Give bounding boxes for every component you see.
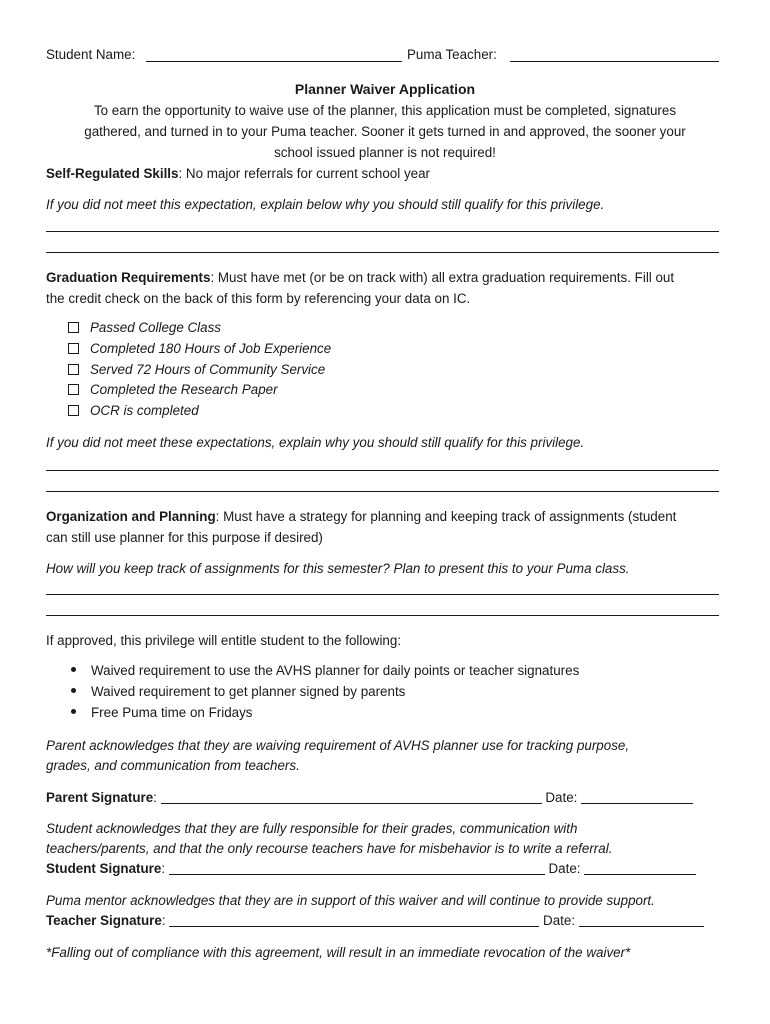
parent-signature-row: Parent Signature: Date: (46, 790, 693, 805)
graduation-answer-line-1[interactable] (46, 470, 719, 471)
footer-note: *Falling out of compliance with this agreement, will result in an immediate revocation of the waiver* (46, 945, 631, 960)
bullet-icon (71, 688, 76, 693)
parent-ack-line-1: Parent acknowledges that they are waiving requirement of AVHS planner use for tracking purpose, (46, 738, 630, 753)
checkbox-icon[interactable] (68, 405, 79, 416)
organization-text-1: : Must have a strategy for planning and keeping track of assignments (student (215, 509, 677, 524)
student-ack-line-1: Student acknowledges that they are fully responsible for their grades, communication with (46, 821, 578, 836)
puma-teacher-label: Puma Teacher: (407, 47, 497, 62)
self-regulated-prompt: If you did not meet this expectation, explain below why you should still qualify for this privilege. (46, 197, 605, 212)
teacher-date-field[interactable] (579, 914, 704, 927)
graduation-text-2: the credit check on the back of this form by referencing your data on IC. (46, 291, 471, 306)
graduation-section (46, 270, 674, 285)
checklist-item[interactable]: OCR is completed (68, 401, 331, 422)
graduation-text-1: : Must have met (or be on track with) all extra graduation requirements. Fill out (210, 270, 675, 285)
teacher-date-label: Date: (543, 913, 576, 928)
organization-text-2: can still use planner for this purpose if desired) (46, 530, 323, 545)
parent-signature-label: Parent Signature (46, 790, 154, 805)
parent-ack-line-2: grades, and communication from teachers. (46, 758, 300, 773)
self-regulated-text: : No major referrals for current school year (178, 166, 431, 181)
student-name-field[interactable] (146, 61, 402, 62)
graduation-checklist (68, 318, 331, 422)
organization-answer-line-2[interactable] (46, 615, 719, 616)
graduation-prompt: If you did not meet these expectations, explain why you should still qualify for this privilege. (46, 435, 585, 450)
page-title: Planner Waiver Application (294, 81, 476, 97)
organization-section (46, 509, 676, 524)
privileges-list (68, 661, 579, 723)
checkbox-icon[interactable] (68, 322, 79, 333)
student-date-label: Date: (548, 861, 581, 876)
bullet-icon (71, 709, 76, 714)
intro-line-2: gathered, and turned in to your Puma teacher. Sooner it gets turned in and approved, the sooner your (84, 124, 686, 139)
teacher-signature-row: Teacher Signature: Date: (46, 913, 704, 928)
student-signature-field[interactable] (169, 862, 545, 875)
list-item: Free Puma time on Fridays (68, 703, 579, 724)
checklist-item[interactable]: Completed 180 Hours of Job Experience (68, 339, 331, 360)
student-signature-row: Student Signature: Date: (46, 861, 696, 876)
organization-label: Organization and Planning (46, 509, 216, 524)
puma-teacher-field[interactable] (510, 61, 719, 62)
self-regulated-section (46, 166, 430, 181)
self-regulated-answer-line-2[interactable] (46, 252, 719, 253)
teacher-ack-line: Puma mentor acknowledges that they are in support of this waiver and will continue to provide support. (46, 893, 655, 908)
list-item: Waived requirement to get planner signed by parents (68, 682, 579, 703)
parent-date-field[interactable] (581, 791, 693, 804)
self-regulated-answer-line-1[interactable] (46, 231, 719, 232)
checkbox-icon[interactable] (68, 364, 79, 375)
student-name-label: Student Name: (46, 47, 136, 62)
intro-line-1: To earn the opportunity to waive use of the planner, this application must be completed, signatures (93, 103, 677, 118)
checkbox-icon[interactable] (68, 343, 79, 354)
checklist-item[interactable]: Completed the Research Paper (68, 380, 331, 401)
checklist-item[interactable]: Passed College Class (68, 318, 331, 339)
organization-answer-line-1[interactable] (46, 594, 719, 595)
parent-signature-field[interactable] (161, 791, 542, 804)
student-ack-line-2: teachers/parents, and that the only recourse teachers have for misbehavior is to write a referral. (46, 841, 613, 856)
privileges-intro: If approved, this privilege will entitle student to the following: (46, 633, 402, 648)
teacher-signature-label: Teacher Signature (46, 913, 162, 928)
self-regulated-label: Self-Regulated Skills (46, 166, 179, 181)
bullet-icon (71, 667, 76, 672)
checkbox-icon[interactable] (68, 384, 79, 395)
checklist-item[interactable]: Served 72 Hours of Community Service (68, 360, 331, 381)
intro-line-3: school issued planner is not required! (274, 145, 496, 160)
graduation-answer-line-2[interactable] (46, 491, 719, 492)
student-signature-label: Student Signature (46, 861, 162, 876)
teacher-signature-field[interactable] (169, 914, 539, 927)
list-item: Waived requirement to use the AVHS planner for daily points or teacher signatures (68, 661, 579, 682)
parent-date-label: Date: (545, 790, 578, 805)
graduation-label: Graduation Requirements (46, 270, 211, 285)
student-date-field[interactable] (584, 862, 696, 875)
organization-prompt: How will you keep track of assignments for this semester? Plan to present this to your Puma class. (46, 561, 630, 576)
